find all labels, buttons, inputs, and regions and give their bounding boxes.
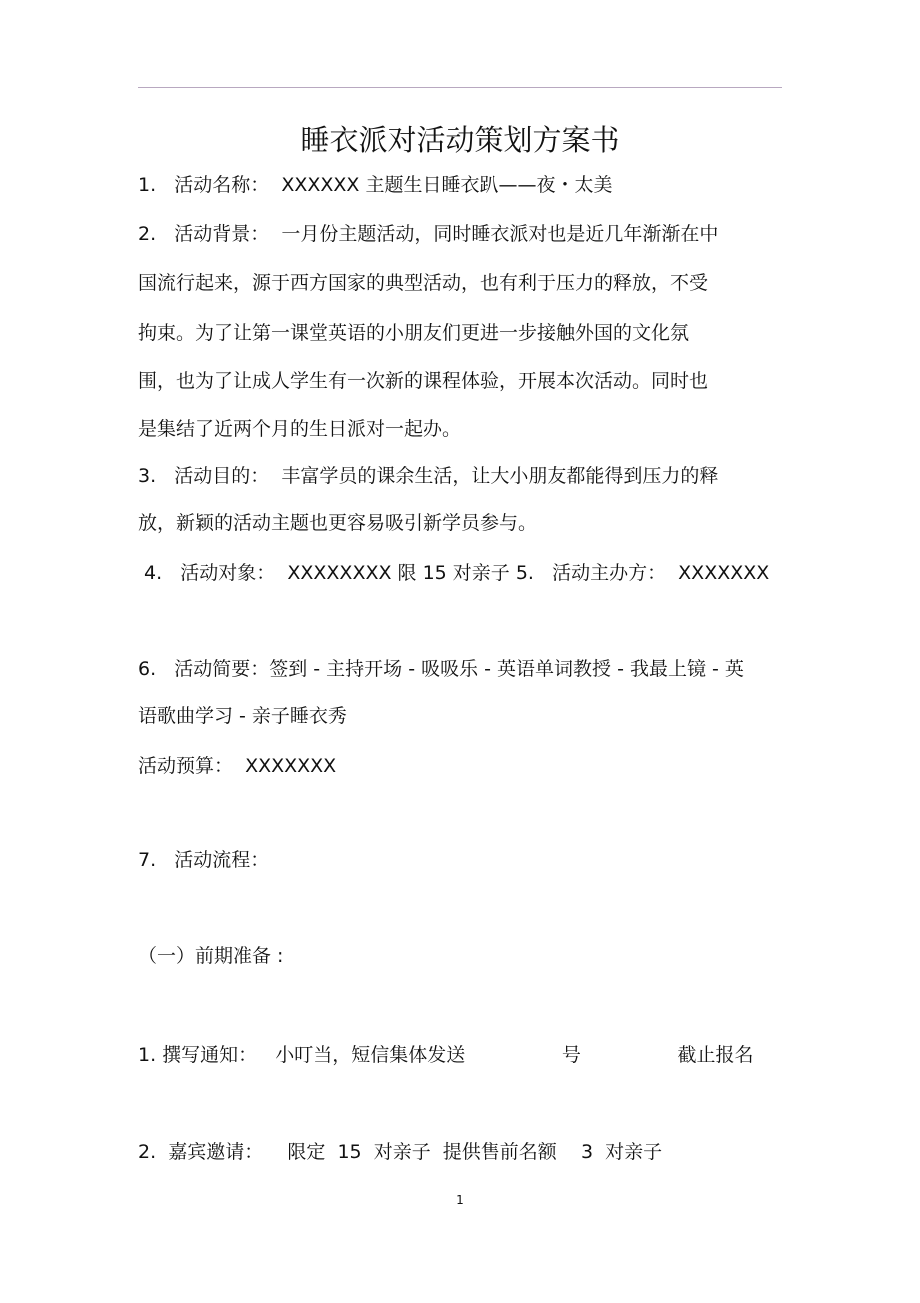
text-line: 放，新颖的活动主题也更容易吸引新学员参与。 (138, 512, 538, 534)
text-line: 国流行起来，源于西方国家的典型活动，也有利于压力的释放，不受 (138, 272, 709, 294)
text-line: 4. 活动对象： XXXXXXXX 限 15 对亲子 5. 活动主办方： XXXXXXX (138, 562, 770, 584)
text-line: 3. 活动目的： 丰富学员的课余生活，让大小朋友都能得到压力的释 (138, 465, 719, 487)
text-line: 6. 活动简要：签到 - 主持开场 - 吸吸乐 - 英语单词教授 - 我最上镜 - 英 (138, 658, 744, 680)
text-line: 围，也为了让成人学生有一次新的课程体验，开展本次活动。同时也 (138, 370, 709, 392)
page-number: 1 (456, 1193, 464, 1207)
text-line: 是集结了近两个月的生日派对一起办。 (138, 418, 462, 440)
text-line: 2. 嘉宾邀请： 限定 15 对亲子 提供售前名额 3 对亲子 (138, 1141, 663, 1163)
text-line: 活动预算： XXXXXXX (138, 755, 337, 777)
document-title: 睡衣派对活动策划方案书 (300, 123, 620, 157)
text-line: （一）前期准备 : (138, 945, 284, 967)
header-rule (138, 87, 782, 88)
text-line: 7. 活动流程： (138, 849, 270, 871)
text-line: 拘束。为了让第一课堂英语的小朋友们更进一步接触外国的文化氛 (138, 322, 690, 344)
text-line: 语歌曲学习 - 亲子睡衣秀 (138, 705, 347, 727)
text-line: 2. 活动背景： 一月份主题活动，同时睡衣派对也是近几年渐渐在中 (138, 223, 719, 245)
text-line: 1. 撰写通知： 小叮当，短信集体发送 号 截止报名 (138, 1044, 754, 1066)
text-line: 1. 活动名称： XXXXXX 主题生日睡衣趴——夜・太美 (138, 174, 613, 196)
